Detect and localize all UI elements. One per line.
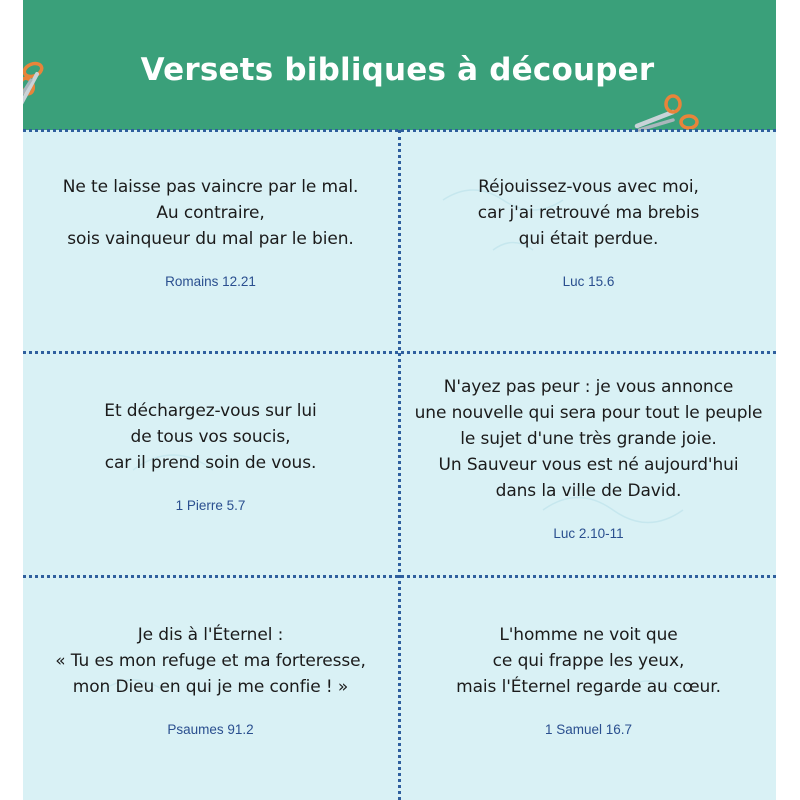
- verse-line: car il prend soin de vous.: [104, 453, 317, 473]
- verse-card: [23, 622, 398, 737]
- verse-line: dans la ville de David.: [495, 481, 682, 501]
- verse-line: Au contraire,: [156, 203, 265, 223]
- verse-line: une nouvelle qui sera pour tout le peuple: [414, 403, 763, 423]
- verse-line: Ne te laisse pas vaincre par le mal.: [62, 177, 359, 197]
- verse-reference: 1 Samuel 16.7: [544, 722, 633, 737]
- verse-reference: 1 Pierre 5.7: [175, 498, 246, 513]
- page-header: [23, 0, 776, 130]
- verse-card: [401, 374, 776, 541]
- verse-line: le sujet d'une très grande joie.: [460, 429, 717, 449]
- verse-card: [23, 174, 398, 289]
- verse-line: Et déchargez-vous sur lui: [104, 401, 317, 421]
- verse-line: qui était perdue.: [518, 229, 659, 249]
- verse-line: sois vainqueur du mal par le bien.: [67, 229, 354, 249]
- verse-line: L'homme ne voit que: [499, 625, 678, 645]
- verse-line: mais l'Éternel regarde au cœur.: [456, 677, 721, 697]
- verse-card: [23, 398, 398, 513]
- verse-line: mon Dieu en qui je me confie ! »: [72, 677, 349, 697]
- scissors-icon: [633, 92, 699, 134]
- verse-line: ce qui frappe les yeux,: [492, 651, 685, 671]
- cutout-sheet: [23, 0, 776, 800]
- verse-reference: Psaumes 91.2: [167, 722, 254, 737]
- verse-reference: Luc 15.6: [562, 274, 615, 289]
- verse-line: Réjouissez-vous avec moi,: [478, 177, 699, 197]
- verse-line: Je dis à l'Éternel :: [137, 625, 284, 645]
- verse-card: [401, 622, 776, 737]
- verse-line: de tous vos soucis,: [130, 427, 291, 447]
- verse-reference: Romains 12.21: [165, 274, 256, 289]
- verse-line: car j'ai retrouvé ma brebis: [477, 203, 700, 223]
- verse-line: N'ayez pas peur : je vous annonce: [443, 377, 734, 397]
- verse-line: « Tu es mon refuge et ma forteresse,: [55, 651, 366, 671]
- scissors-icon: [23, 56, 65, 106]
- verse-card: [401, 174, 776, 289]
- verse-reference: Luc 2.10-11: [553, 526, 624, 541]
- page-title: Versets bibliques à découper: [140, 52, 655, 88]
- verse-line: Un Sauveur vous est né aujourd'hui: [438, 455, 739, 475]
